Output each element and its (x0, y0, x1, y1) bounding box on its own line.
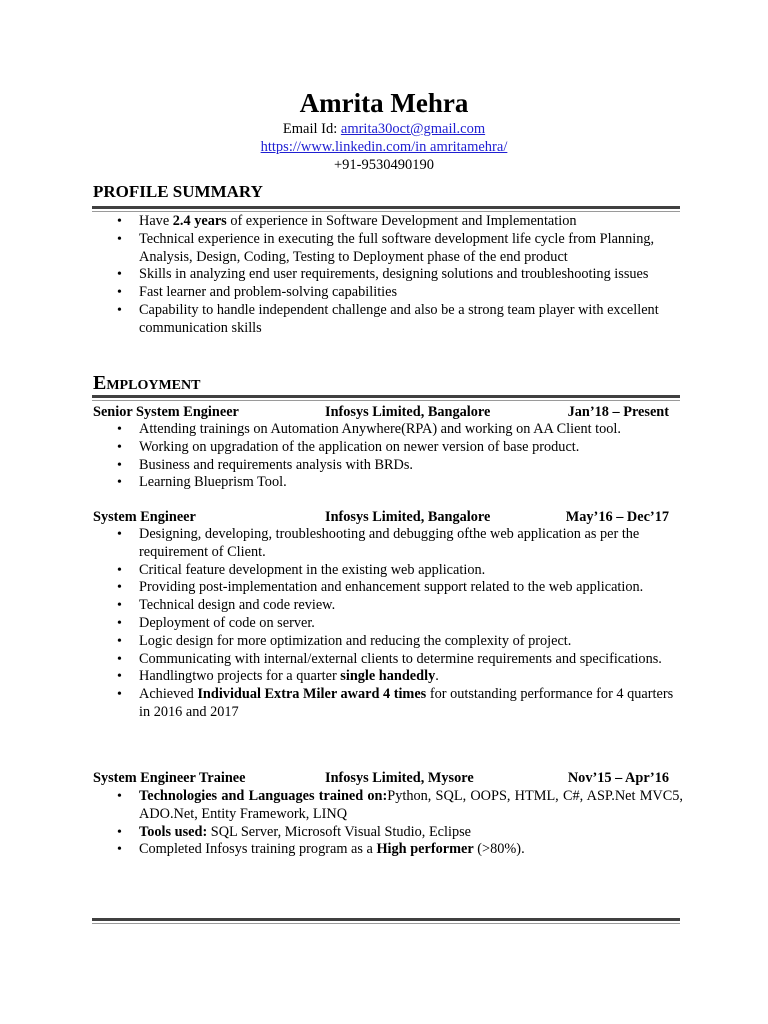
bullet-item (93, 597, 683, 615)
bullet-item (93, 457, 683, 475)
job-header (93, 403, 669, 421)
bullet-text: Learning Blueprism Tool. (139, 474, 287, 491)
bullet-item (93, 213, 683, 231)
bullet-item (93, 633, 683, 651)
bullet-item (93, 562, 683, 580)
bullet-text: Handlingtwo projects for a quarter (139, 668, 341, 685)
bullet-item (93, 668, 683, 686)
bullet-text: Critical feature development in the existing web application. (139, 561, 486, 578)
bullet-text: . (435, 668, 439, 685)
bullet-text: Technical design and code review. (139, 597, 336, 614)
job-dates: May’16 – Dec’17 (565, 509, 669, 525)
bullet-emphasis: 2.4 years (172, 213, 227, 229)
email-link[interactable]: amrita30oct@gmail.com (340, 121, 486, 137)
bullet-emphasis: Individual Extra Miler award 4 times (197, 686, 427, 703)
job-duties-list (93, 526, 683, 722)
job-dates: Jan’18 – Present (567, 404, 669, 420)
bullet-text: of experience in Software Development and Implementation (226, 213, 577, 229)
bullet-item (93, 302, 683, 338)
footer-divider (92, 918, 680, 924)
bullet-text: Completed Infosys training program as a (139, 841, 377, 858)
phone-number: +91-9530490190 (333, 157, 434, 173)
bullet-emphasis: High performer (376, 841, 474, 858)
bullet-item (93, 439, 683, 457)
bullet-emphasis: single handedly (340, 668, 436, 685)
email-line (0, 120, 768, 138)
email-label: Email Id: (282, 121, 341, 137)
job-header (93, 769, 669, 787)
bullet-item (93, 421, 683, 439)
linkedin-link[interactable]: https://www.linkedin.com/in amritamehra/ (260, 139, 508, 155)
job-duties-list (93, 788, 683, 859)
profile-summary-list (93, 213, 683, 338)
bullet-text: Have (139, 213, 173, 229)
bullet-item (93, 841, 683, 859)
job-title: System Engineer (93, 509, 196, 525)
bullet-text: Logic design for more optimization and reducing the complexity of project. (139, 632, 572, 649)
profile-summary-heading: PROFILE SUMMARY (93, 182, 263, 201)
bullet-text: Communicating with internal/external clients to determine requirements and specifications. (139, 650, 662, 667)
bullet-text: SQL Server, Microsoft Visual Studio, Eclipse (207, 823, 472, 840)
section-divider (92, 206, 680, 212)
bullet-emphasis: Tools used: (139, 823, 208, 840)
bullet-text: Technical experience in executing the full software development life cycle from Planning, Analysis, Design, Coding, Testing to Deployment phase of the end product (139, 230, 655, 265)
job-title: System Engineer Trainee (93, 770, 246, 786)
bullet-text: Achieved (139, 686, 198, 703)
bullet-text: Python, SQL, OOPS, HTML, C#, ASP.Net MVC5, ADO.Net, Entity Framework, LINQ (139, 788, 683, 822)
bullet-item (93, 824, 683, 842)
bullet-text: (>80%). (473, 841, 525, 858)
bullet-item (93, 615, 683, 633)
bullet-text: Attending trainings on Automation Anywhere(RPA) and working on AA Client tool. (139, 421, 621, 437)
bullet-item (93, 579, 683, 597)
job-company: Infosys Limited, Mysore (325, 770, 474, 786)
bullet-text: Fast learner and problem-solving capabilities (139, 284, 398, 301)
linkedin-line (0, 138, 768, 156)
bullet-item (93, 651, 683, 669)
bullet-text: Capability to handle independent challenge and also be a strong team player with excellent communication skills (139, 301, 659, 336)
bullet-item (93, 284, 683, 302)
job-company: Infosys Limited, Bangalore (325, 509, 491, 525)
bullet-item (93, 526, 683, 562)
bullet-item (93, 686, 683, 722)
bullet-item (93, 266, 683, 284)
employment-heading: Employment (93, 372, 201, 394)
bullet-text: Deployment of code on server. (139, 614, 315, 631)
bullet-emphasis: Technologies and Languages trained on: (139, 788, 388, 804)
bullet-text: Providing post-implementation and enhancement support related to the web application. (139, 579, 644, 596)
job-title: Senior System Engineer (93, 404, 239, 420)
bullet-item (93, 231, 683, 267)
bullet-text: for outstanding performance for 4 quarters in 2016 and 2017 (139, 686, 674, 720)
candidate-name: Amrita Mehra (299, 88, 469, 118)
job-dates: Nov’15 – Apr’16 (567, 770, 669, 786)
resume-header (0, 86, 768, 174)
bullet-text: Designing, developing, troubleshooting and debugging ofthe web application as per the requirement of Client. (139, 526, 640, 560)
bullet-text: Skills in analyzing end user requirements, designing solutions and troubleshooting issues (139, 266, 649, 283)
job-header (93, 508, 669, 526)
bullet-text: Working on upgradation of the application on newer version of base product. (139, 438, 580, 455)
bullet-item (93, 474, 683, 492)
bullet-item (93, 788, 683, 824)
job-duties-list (93, 421, 683, 492)
bullet-text: Business and requirements analysis with BRDs. (139, 456, 414, 473)
job-company: Infosys Limited, Bangalore (325, 404, 491, 420)
section-divider (92, 395, 680, 401)
